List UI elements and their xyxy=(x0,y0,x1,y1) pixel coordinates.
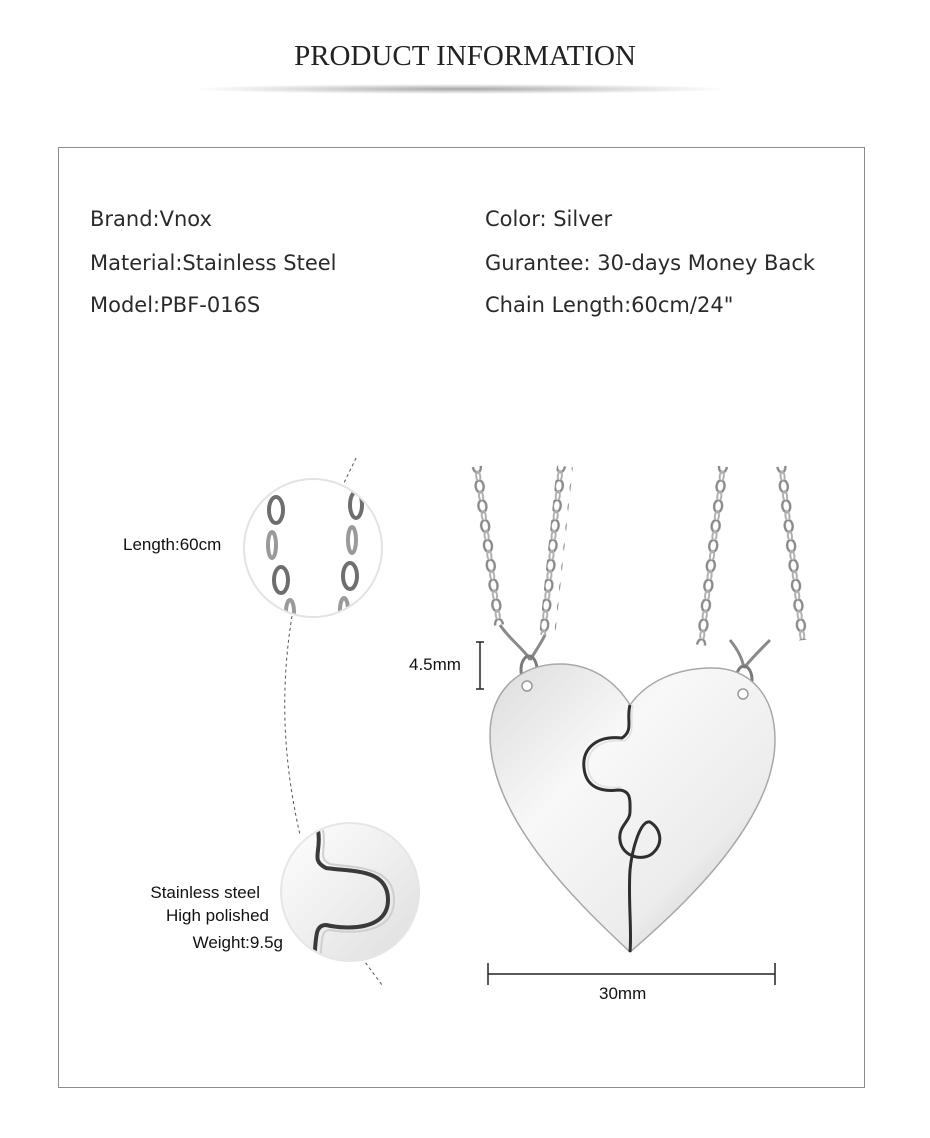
chain-strands xyxy=(467,466,809,668)
material-finish-label: Stainless steel xyxy=(150,883,260,902)
weight-label: Weight:9.5g xyxy=(192,933,283,952)
bail-height-dimension xyxy=(476,642,484,689)
polish-zoom-circle xyxy=(281,823,419,970)
spec-chain-length: Chain Length:60cm/24" xyxy=(485,293,734,317)
chain-zoom-circle xyxy=(244,479,382,624)
spec-color: Color: Silver xyxy=(485,207,613,231)
spec-material: Material:Stainless Steel xyxy=(90,251,337,275)
pendant-width-label: 30mm xyxy=(599,984,647,1003)
polish-finish-label: High polished xyxy=(165,906,269,925)
width-dimension xyxy=(488,963,775,985)
spec-brand: Brand:Vnox xyxy=(90,207,212,231)
heart-pendant xyxy=(490,664,775,952)
bail-height-label: 4.5mm xyxy=(409,655,461,674)
spec-guarantee: Gurantee: 30-days Money Back xyxy=(485,251,816,275)
length-label: Length:60cm xyxy=(123,535,222,554)
spec-model: Model:PBF-016S xyxy=(90,293,261,317)
page-title: PRODUCT INFORMATION xyxy=(294,40,636,72)
